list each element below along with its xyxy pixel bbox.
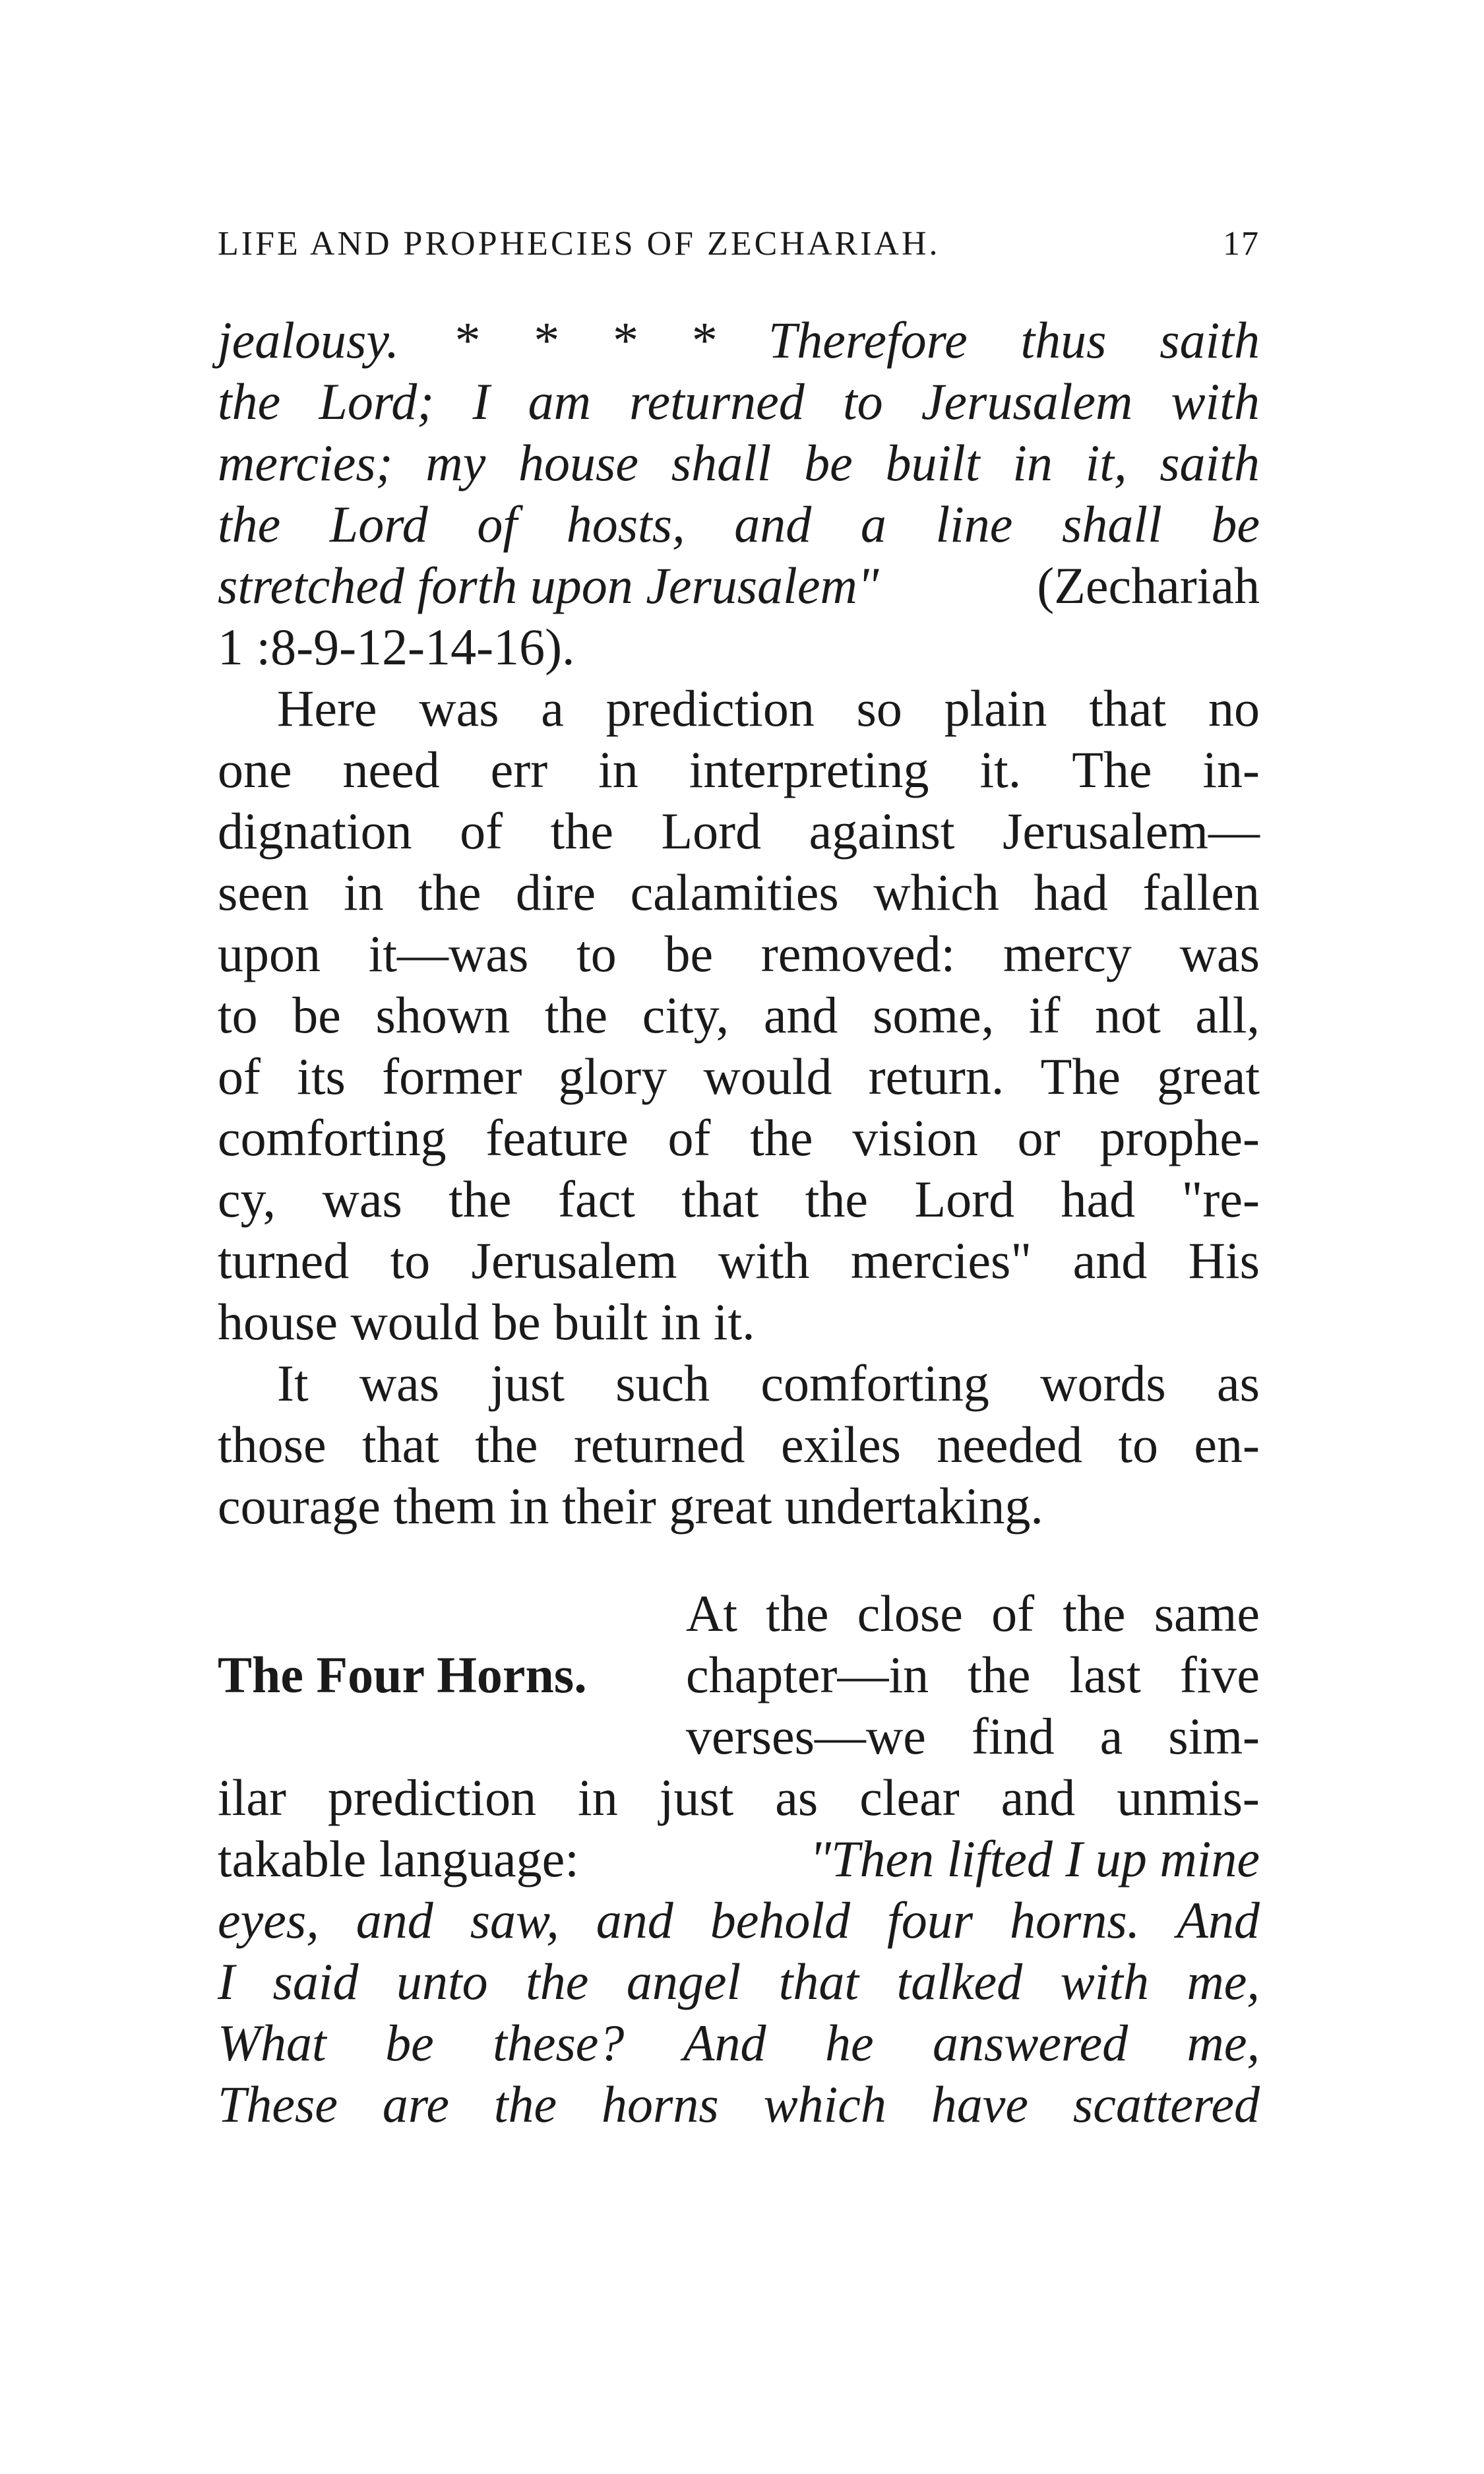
text-word: answered <box>933 2014 1128 2072</box>
text-word: * <box>531 311 557 369</box>
text-word: fact <box>557 1170 635 1228</box>
text-line <box>218 984 1260 1046</box>
text-word: mercies" <box>850 1232 1032 1289</box>
text-word: all, <box>1195 986 1260 1044</box>
text-word: of <box>477 495 518 553</box>
text-word: The <box>1040 1048 1121 1105</box>
text-word: with <box>1060 1953 1149 2010</box>
text-word: thus <box>1020 311 1107 369</box>
text-word: cy, <box>218 1170 276 1228</box>
text-word: my <box>425 434 486 492</box>
text-word: and <box>596 1891 673 1949</box>
text-line <box>686 1644 1260 1705</box>
text-word: with <box>1171 373 1260 430</box>
text-word: and <box>1072 1232 1148 1289</box>
text-word: mercies; <box>218 434 393 492</box>
text-line <box>218 1767 1260 1828</box>
text-word: "Then lifted I up mine <box>809 1830 1260 1887</box>
text-word: last <box>1069 1646 1141 1703</box>
text-word: was <box>419 680 499 737</box>
sidehead-title: The Four Horns. <box>218 1646 587 1703</box>
text-word: have <box>931 2076 1029 2133</box>
text-word: be <box>385 2014 434 2072</box>
text-word: the <box>1063 1585 1126 1642</box>
text-word: to <box>1118 1416 1159 1473</box>
text-word: as <box>775 1769 819 1826</box>
paragraph-comfort <box>218 1352 1260 1537</box>
text-word: be <box>804 434 853 492</box>
text-word: former <box>382 1048 522 1105</box>
text-word: so <box>856 680 902 737</box>
text-word: be <box>1211 495 1260 553</box>
text-word: one <box>218 741 292 798</box>
text-word: close <box>857 1585 963 1642</box>
text-word: and <box>734 495 812 553</box>
text-word: the <box>526 1953 589 2010</box>
text-word: the <box>766 1585 829 1642</box>
text-word: these? <box>493 2014 625 2072</box>
text-word: of <box>667 1109 711 1166</box>
sidehead-block <box>218 1583 1260 1767</box>
text-word: At <box>686 1585 737 1642</box>
text-word: And <box>683 2014 766 2072</box>
text-word: me, <box>1187 1953 1260 2010</box>
text-word: upon <box>218 925 321 982</box>
text-word: Jerusalem— <box>1003 802 1260 860</box>
text-word: sim- <box>1168 1707 1260 1765</box>
text-word: Lord <box>661 802 762 860</box>
text-line <box>218 2074 1260 2135</box>
text-line <box>218 555 1260 616</box>
text-word: words <box>1040 1354 1166 1412</box>
text-word: It <box>277 1354 309 1412</box>
text-word: no <box>1208 680 1260 737</box>
text-word: 1 :8-9-12-14-16). <box>218 618 575 676</box>
text-word: just <box>490 1354 565 1412</box>
text-word: feature <box>485 1109 629 1166</box>
text-word: the <box>550 802 613 860</box>
text-word: of <box>991 1585 1035 1642</box>
text-word: city, <box>642 986 729 1044</box>
text-line <box>218 1475 1260 1537</box>
text-word: eyes, <box>218 1891 319 1949</box>
text-word: such <box>615 1354 710 1412</box>
text-word: Therefore <box>768 311 968 369</box>
text-line <box>218 616 1260 678</box>
text-word: angel <box>626 1953 741 2010</box>
text-word: Jerusalem <box>921 373 1133 430</box>
text-word: * <box>452 311 478 369</box>
text-word: four <box>887 1891 974 1949</box>
text-word: interpreting <box>689 741 929 798</box>
text-word: as <box>1216 1354 1260 1412</box>
text-word: and <box>356 1891 433 1949</box>
text-word: unmis- <box>1117 1769 1260 1826</box>
text-line <box>218 1828 1260 1889</box>
text-word: a <box>860 495 886 553</box>
text-word: need <box>342 741 440 798</box>
text-word: and <box>763 986 838 1044</box>
text-word: those <box>218 1416 326 1473</box>
text-line <box>218 1951 1260 2012</box>
text-word: Here <box>277 680 377 737</box>
text-word: turned <box>218 1232 350 1289</box>
text-line <box>218 739 1260 800</box>
text-line <box>218 1352 1260 1414</box>
text-word: was <box>322 1170 402 1228</box>
text-word: Lord <box>914 1170 1015 1228</box>
page-number: 17 <box>1223 225 1260 263</box>
text-word: built <box>885 434 980 492</box>
text-line <box>218 1291 1260 1352</box>
text-line <box>218 1889 1260 1951</box>
text-word: the <box>218 495 281 553</box>
text-word: takable language: <box>218 1830 579 1887</box>
text-line <box>218 432 1260 493</box>
text-word: was <box>1179 925 1260 982</box>
text-word: its <box>297 1048 346 1105</box>
text-word: His <box>1188 1232 1260 1289</box>
text-word: house <box>518 434 639 492</box>
text-word: find <box>971 1707 1055 1765</box>
text-word: I <box>218 1953 235 2010</box>
text-word: prediction <box>605 680 815 737</box>
text-word: plain <box>944 680 1047 737</box>
text-word: five <box>1179 1646 1260 1703</box>
text-word: chapter—in <box>686 1646 929 1703</box>
text-word: it. <box>979 741 1022 798</box>
text-word: comforting <box>218 1109 447 1166</box>
text-word: clear <box>859 1769 960 1826</box>
text-word: me, <box>1187 2014 1260 2072</box>
text-word: The <box>1072 741 1152 798</box>
text-line <box>218 309 1260 371</box>
text-word: Jerusalem <box>471 1232 677 1289</box>
text-word: prophe- <box>1099 1109 1260 1166</box>
text-word: err <box>490 741 548 798</box>
text-word: ilar <box>218 1769 286 1826</box>
text-word: be <box>664 925 714 982</box>
text-word: verses—we <box>686 1707 926 1765</box>
text-line <box>218 1230 1260 1291</box>
text-word: returned <box>573 1416 745 1473</box>
sidehead-text <box>686 1583 1260 1767</box>
text-word: same <box>1154 1585 1260 1642</box>
text-word: to <box>576 925 617 982</box>
text-word: horns. <box>1010 1891 1140 1949</box>
text-word: which <box>763 2076 886 2133</box>
text-word: I <box>472 373 490 430</box>
text-word: in <box>578 1769 618 1826</box>
text-word: be <box>292 986 341 1044</box>
text-word: calamities <box>630 864 839 921</box>
text-word: in <box>598 741 638 798</box>
text-word: en- <box>1194 1416 1260 1473</box>
text-word: he <box>824 2014 874 2072</box>
text-word: some, <box>873 986 995 1044</box>
text-line <box>218 1168 1260 1230</box>
text-word: in- <box>1202 741 1260 798</box>
text-word: against <box>809 802 955 860</box>
text-word: with <box>718 1232 810 1289</box>
text-word: jealousy. <box>218 311 400 369</box>
text-word: house would be built in it. <box>218 1293 755 1350</box>
text-word: a <box>541 680 564 737</box>
text-line <box>686 1705 1260 1767</box>
text-word: that <box>778 1953 859 2010</box>
text-word: comforting <box>760 1354 989 1412</box>
text-word: the <box>218 373 281 430</box>
text-line <box>218 800 1260 862</box>
text-word: would <box>703 1048 832 1105</box>
text-word: had <box>1034 864 1108 921</box>
text-word: What <box>218 2014 326 2072</box>
text-word: Lord; <box>319 373 435 430</box>
text-word: return. <box>868 1048 1005 1105</box>
text-word: that <box>361 1416 439 1473</box>
body-text <box>218 309 1260 2135</box>
text-line <box>218 2012 1260 2074</box>
text-word: the <box>493 2076 557 2133</box>
text-line <box>218 493 1260 555</box>
text-word: just <box>659 1769 734 1826</box>
text-word: of <box>218 1048 261 1105</box>
text-word: are <box>382 2076 449 2133</box>
text-word: the <box>475 1416 538 1473</box>
text-word: returned <box>629 373 805 430</box>
text-word: a <box>1099 1707 1123 1765</box>
text-word: dignation <box>218 802 412 860</box>
paragraph-prediction <box>218 678 1260 1352</box>
text-word: mercy <box>1003 925 1132 982</box>
text-word: shall <box>1062 495 1162 553</box>
text-word: line <box>935 495 1013 553</box>
text-word: the <box>805 1170 869 1228</box>
text-word: Lord <box>329 495 428 553</box>
text-word: These <box>218 2076 338 2133</box>
text-word: glory <box>558 1048 667 1105</box>
text-word: And <box>1177 1891 1260 1949</box>
text-word: to <box>390 1232 431 1289</box>
text-word: great <box>1157 1048 1260 1105</box>
text-word: talked <box>896 1953 1023 2010</box>
text-word: hosts, <box>566 495 685 553</box>
text-word: to <box>218 986 258 1044</box>
text-word: prediction <box>327 1769 537 1826</box>
text-word: shall <box>671 434 772 492</box>
text-word: if <box>1028 986 1061 1044</box>
text-word: dire <box>515 864 596 921</box>
text-word: which <box>873 864 999 921</box>
section-gap <box>218 1537 1260 1583</box>
running-title: LIFE AND PROPHECIES OF ZECHARIAH. <box>218 225 941 263</box>
text-word: or <box>1017 1109 1061 1166</box>
text-word: behold <box>710 1891 851 1949</box>
text-word: fallen <box>1142 864 1260 921</box>
text-line <box>218 678 1260 739</box>
text-word: seen <box>218 864 309 921</box>
text-word: saw, <box>470 1891 559 1949</box>
text-word: the <box>750 1109 813 1166</box>
text-word: * <box>689 311 716 369</box>
text-word: vision <box>852 1109 978 1166</box>
text-line <box>218 1107 1260 1168</box>
text-line <box>218 1046 1260 1107</box>
paragraph-quote <box>218 309 1260 678</box>
text-word: the <box>448 1170 512 1228</box>
book-page <box>218 224 1260 2135</box>
text-word: the <box>968 1646 1031 1703</box>
text-word: in <box>1012 434 1053 492</box>
text-word: said <box>272 1953 359 2010</box>
text-word: (Zechariah <box>1037 557 1260 614</box>
text-word: had <box>1061 1170 1136 1228</box>
section-four-horns <box>218 1583 1260 2135</box>
text-word: saith <box>1159 434 1260 492</box>
text-word: not <box>1095 986 1161 1044</box>
text-word: scattered <box>1072 2076 1260 2133</box>
text-word: horns <box>602 2076 719 2133</box>
text-word: removed: <box>760 925 956 982</box>
text-word: unto <box>396 1953 488 2010</box>
text-word: that <box>681 1170 759 1228</box>
text-word: am <box>528 373 591 430</box>
text-word: and <box>1001 1769 1076 1826</box>
text-word: shown <box>375 986 510 1044</box>
text-line <box>218 371 1260 432</box>
text-word: the <box>418 864 481 921</box>
text-word: saith <box>1159 311 1260 369</box>
text-word: stretched forth upon Jerusalem" <box>218 557 879 614</box>
text-word: the <box>544 986 608 1044</box>
running-head <box>218 224 1260 263</box>
text-word: needed <box>937 1416 1083 1473</box>
text-word: that <box>1089 680 1167 737</box>
text-word: it, <box>1085 434 1127 492</box>
text-line <box>218 923 1260 984</box>
text-word: of <box>460 802 503 860</box>
text-word: it—was <box>368 925 529 982</box>
text-word: was <box>359 1354 440 1412</box>
text-line <box>218 862 1260 923</box>
text-word: in <box>344 864 384 921</box>
text-word: courage them in their great undertaking. <box>218 1477 1043 1535</box>
text-word: exiles <box>780 1416 901 1473</box>
text-word: "re- <box>1181 1170 1260 1228</box>
text-word: to <box>842 373 883 430</box>
text-word: * <box>610 311 636 369</box>
text-line <box>686 1583 1260 1644</box>
text-line <box>218 1414 1260 1475</box>
